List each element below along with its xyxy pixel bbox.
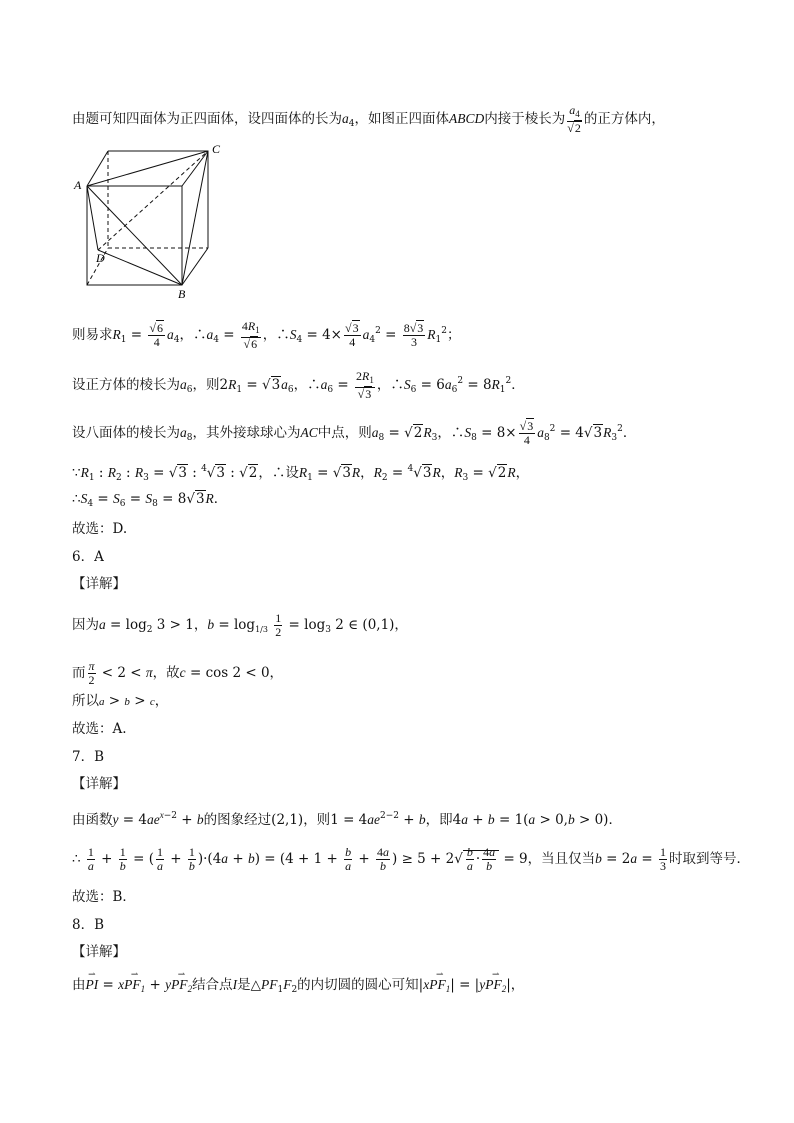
text-line-10: 因为$a = \log_2 3 > 1$，$b = \log_{1/3}$ $\frac{1}{2}$ = $\log_3 2$ ∈ (0,1)， — [72, 611, 408, 639]
text-segment: ，则 — [303, 812, 331, 828]
question-number-7: 7．B — [72, 749, 105, 765]
text-segment: ，则 — [192, 377, 220, 393]
text-segment: 由 — [72, 977, 86, 993]
text-segment: 由函数 — [72, 812, 113, 828]
detail-heading: 【详解】 — [72, 944, 126, 960]
vertex-label-A: A — [74, 178, 82, 192]
vertex-label-B: B — [178, 287, 186, 301]
text-segment: 是 — [237, 977, 251, 993]
text-segment: ，故 — [152, 665, 180, 681]
text-line-1: 由题可知四面体为正四面体，设四面体的长为$a_4$，如图正四面体ABCD内接于棱长为 $\frac{a_4}{√2}$ 的正方体内， — [72, 103, 665, 135]
text-segment: 内接于棱长为 — [484, 111, 566, 127]
text-segment: ，当且仅当 — [527, 851, 596, 867]
text-segment: 设正方体的棱长为 — [72, 377, 180, 393]
text-segment: 设八面体的棱长为 — [72, 425, 180, 441]
text-segment: 而 — [72, 665, 86, 681]
text-line-17: ∴ $\frac{1}{a}$ + $\frac{1}{b}$ = ( $\frac{1}{a}$ + $\frac{1}{b}$ )·(4a + b) = (4 + 1 + $\frac{b}{a}$ + $\frac{4a}{b}$ ) ≥ 5 + 2√ $\frac{b}{a}$ · $\frac{4a}{b}$ = 9，当且仅当b = 2a = $\frac{1}{3}$ 时取到等号． — [72, 845, 751, 873]
text-segment: 时取到等号． — [669, 851, 751, 867]
text-segment: 由题可知四面体为正四面体，设四面体的长为 — [72, 111, 342, 127]
vertex-label-D: D — [96, 251, 105, 265]
text-segment: ，其外接球球心为 — [192, 425, 301, 441]
text-segment: AC — [300, 425, 318, 440]
text-segment: ，即 — [425, 812, 453, 828]
vertex-label-C: C — [212, 142, 221, 156]
text-line-7: 故选：D. — [72, 521, 128, 537]
text-line-21: 由⇀ PI = x⇀ $PF_1$ + y⇀ $PF_2$结合点I是$\triangle PF_1F_2$的内切圆的圆心可知|x⇀ $PF_1|$ = |y⇀ $PF_2|$， — [72, 976, 524, 999]
text-line-13: 故选：A. — [72, 721, 127, 737]
text-line-3: 设正方体的棱长为$a_6$，则$2R_1 = √3a_6$，$\therefore a_6$ = $\frac{2R_1}{√3}$ ，$\therefore S_6 = 6a_6^2 = 8R_1^2$． — [72, 369, 525, 401]
tetra-edge-DB — [98, 250, 182, 285]
text-segment: 因为 — [72, 617, 99, 633]
question-number-8: 8．B — [72, 917, 105, 933]
text-segment: 中点，则 — [317, 425, 372, 441]
tetra-edge-CB — [182, 151, 208, 285]
text-segment: 的正方体内， — [583, 111, 665, 127]
text-segment: 则易求 — [72, 327, 113, 343]
text-line-12: 所以a > b > c， — [72, 693, 169, 709]
text-segment: 所以 — [72, 693, 99, 709]
text-segment: 的内切圆的圆心可知 — [297, 977, 419, 993]
text-line-18: 故选：B． — [72, 889, 136, 905]
text-line-11: 而 $\frac{\pi}{2}$ < 2 < π，故c = cos 2 < 0， — [72, 659, 284, 687]
text-segment: 的图象经过 — [203, 812, 272, 828]
detail-heading: 【详解】 — [72, 776, 126, 792]
tetra-edge-AB — [87, 186, 182, 285]
text-line-4: 设八面体的棱长为$a_8$，其外接球球心为AC中点，则$a_8 = √2R_3$，$\therefore S_8 = 8\times$ $\frac{√3}{4}$ $a_8^2 = 4√3R_3^2$． — [72, 419, 637, 447]
text-line-16: 由函数$y = 4ae^{x-2} + b$的图象经过(2,1)，则$1 = 4ae^{2-2} + b$，即4a + b = 1(a > 0,b > 0)． — [72, 810, 622, 828]
detail-heading: 【详解】 — [72, 576, 126, 592]
text-line-6: $\therefore S_4 = S_6 = S_8 = 8√3R$． — [72, 491, 228, 509]
text-segment: ，如图正四面体 — [354, 111, 449, 127]
text-line-2: 则易求$R_1$ = $\frac{√6}{4}$ $a_4$，$\therefore a_4$ = $\frac{4R_1}{√6}$ ，$\therefore S_4 = 4\times$ $\frac{√3}{4}$ $a_4^2$ = $\frac{8√3}{3}$ $R_1^2$； — [72, 319, 461, 351]
cube-figure — [72, 140, 232, 305]
text-line-5: $\because R_1$ : $R_2$ : $R_3 = √3$ : $^4$√3 : √2，∴设$R_1 = √3R$，$R_2 = ^4√3R$，$R_3 = √2R$， — [72, 464, 530, 483]
text-segment: ABCD — [448, 111, 485, 126]
question-number-6: 6．A — [72, 549, 104, 565]
text-segment: 结合点 — [192, 977, 233, 993]
